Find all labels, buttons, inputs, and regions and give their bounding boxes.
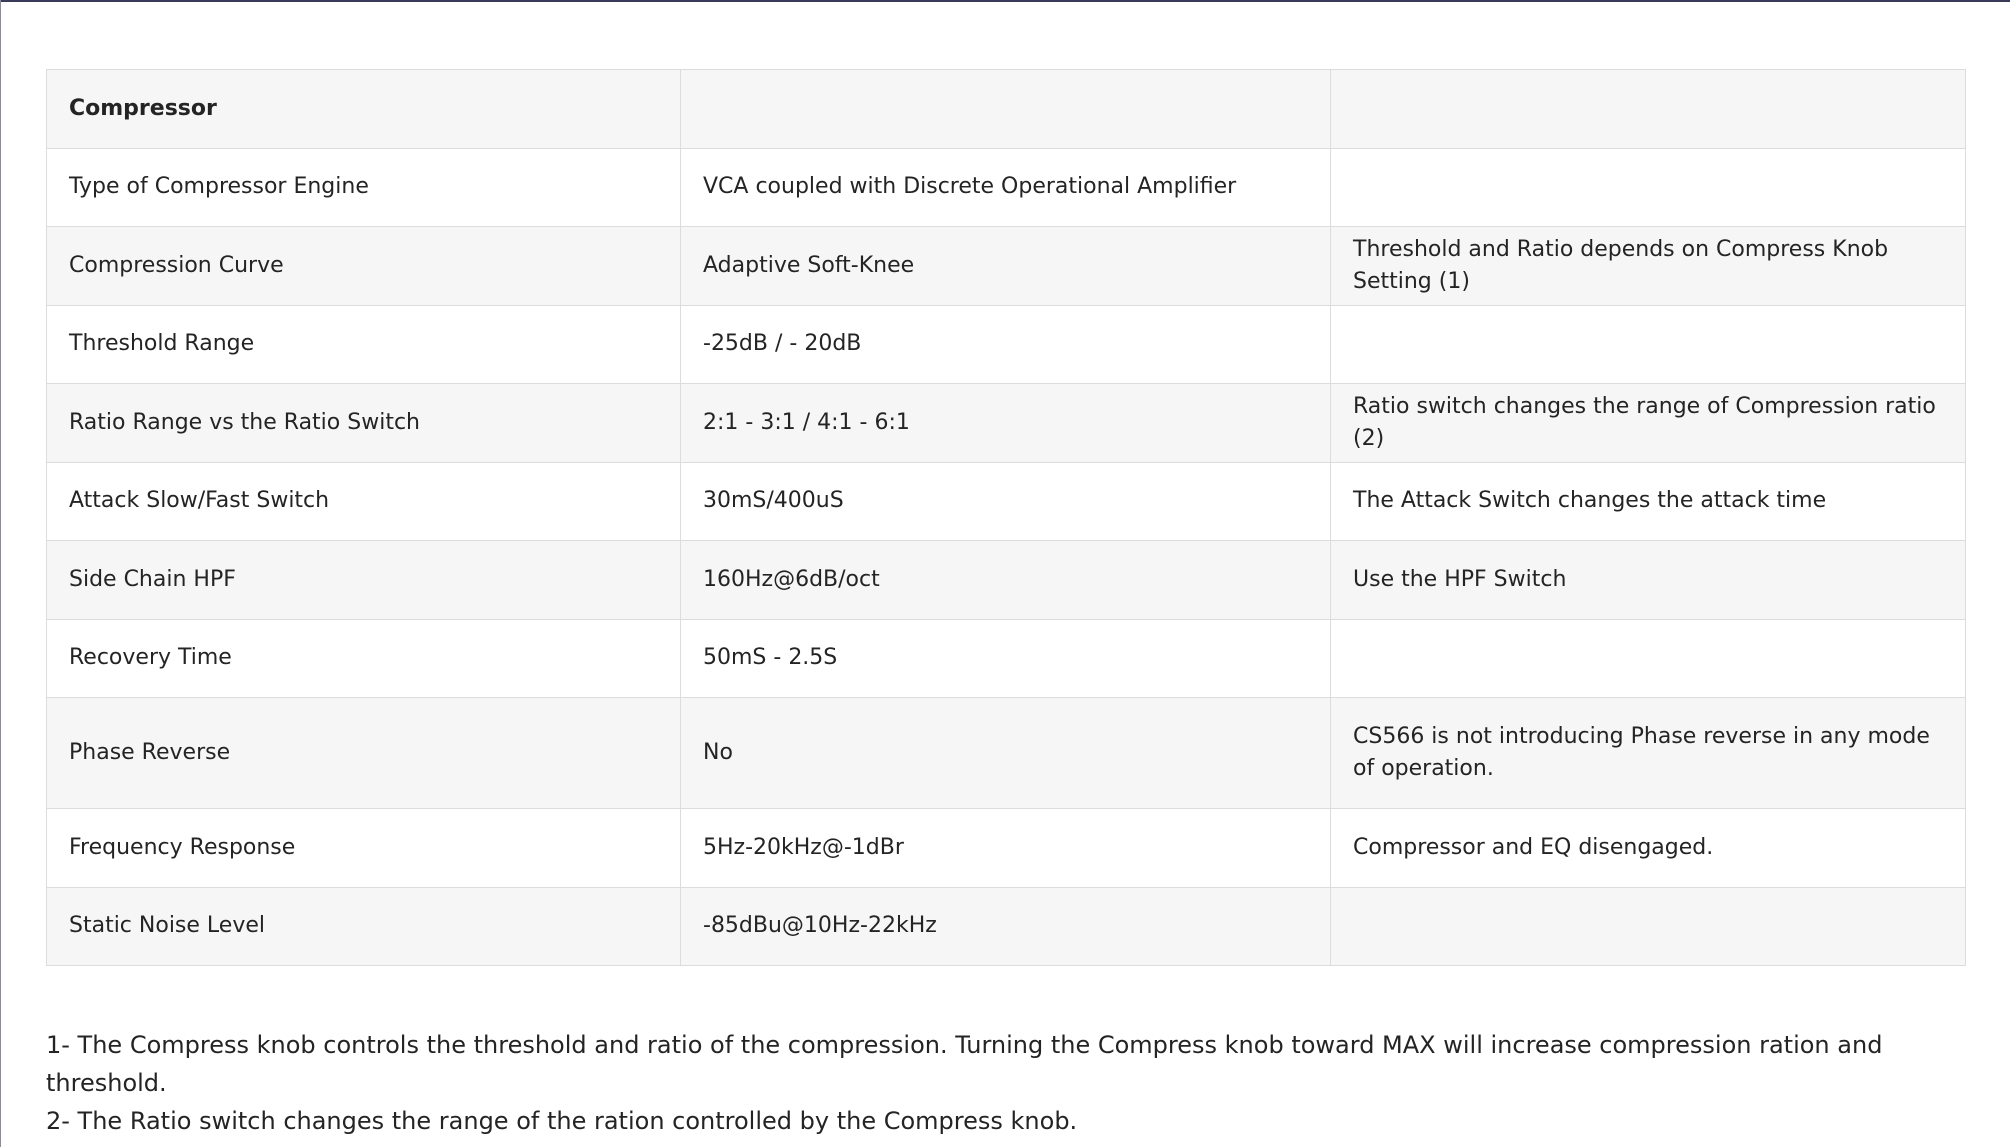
table-cell: -85dBu@10Hz-22kHz [681,887,1331,966]
table-row [47,462,1966,541]
table-cell [1331,619,1966,698]
table-row [47,541,1966,620]
table-cell: 160Hz@6dB/oct [681,541,1331,620]
table-cell: Compression Curve [47,227,681,306]
table-cell: Use the HPF Switch [1331,541,1966,620]
table-cell [1331,887,1966,966]
table-cell: Compressor [47,70,681,149]
table-cell: Type of Compressor Engine [47,148,681,227]
table-header-row [47,70,1966,149]
table-row [47,698,1966,809]
table-row [47,305,1966,384]
frame-left-border [0,0,1,1147]
table-cell [1331,305,1966,384]
table-cell: The Attack Switch changes the attack time [1331,462,1966,541]
table-cell: -25dB / - 20dB [681,305,1331,384]
table-cell [681,70,1331,149]
footnote-1: 1- The Compress knob controls the threshold and ratio of the compression. Turning the Compress knob toward MAX will increase compression ration and threshold. [46,1031,1883,1097]
table-row [47,227,1966,306]
table-cell: 50mS - 2.5S [681,619,1331,698]
table-cell: Phase Reverse [47,698,681,809]
table-cell: Adaptive Soft-Knee [681,227,1331,306]
footnotes [46,1026,2010,1140]
table-cell: 30mS/400uS [681,462,1331,541]
table-cell: Attack Slow/Fast Switch [47,462,681,541]
table-row [47,887,1966,966]
table-cell: Frequency Response [47,809,681,888]
table-cell: 2:1 - 3:1 / 4:1 - 6:1 [681,384,1331,463]
table-cell: Static Noise Level [47,887,681,966]
table-cell: VCA coupled with Discrete Operational Amplifier [681,148,1331,227]
table-cell: CS566 is not introducing Phase reverse in any mode of operation. [1331,698,1966,809]
table-row [47,619,1966,698]
frame-top-border [0,0,2010,2]
table-cell: Threshold and Ratio depends on Compress Knob Setting (1) [1331,227,1966,306]
table-cell: 5Hz-20kHz@-1dBr [681,809,1331,888]
table-row [47,809,1966,888]
footnote-2: 2- The Ratio switch changes the range of the ration controlled by the Compress knob. [46,1107,1078,1135]
table-cell [1331,70,1966,149]
table-cell: Compressor and EQ disengaged. [1331,809,1966,888]
table-cell [1331,148,1966,227]
table-row [47,384,1966,463]
table-row [47,148,1966,227]
table-cell: Ratio switch changes the range of Compression ratio (2) [1331,384,1966,463]
table-cell: Ratio Range vs the Ratio Switch [47,384,681,463]
table-cell: Side Chain HPF [47,541,681,620]
table-cell: Recovery Time [47,619,681,698]
table-cell: Threshold Range [47,305,681,384]
compressor-spec-table [46,69,1966,966]
table-cell: No [681,698,1331,809]
